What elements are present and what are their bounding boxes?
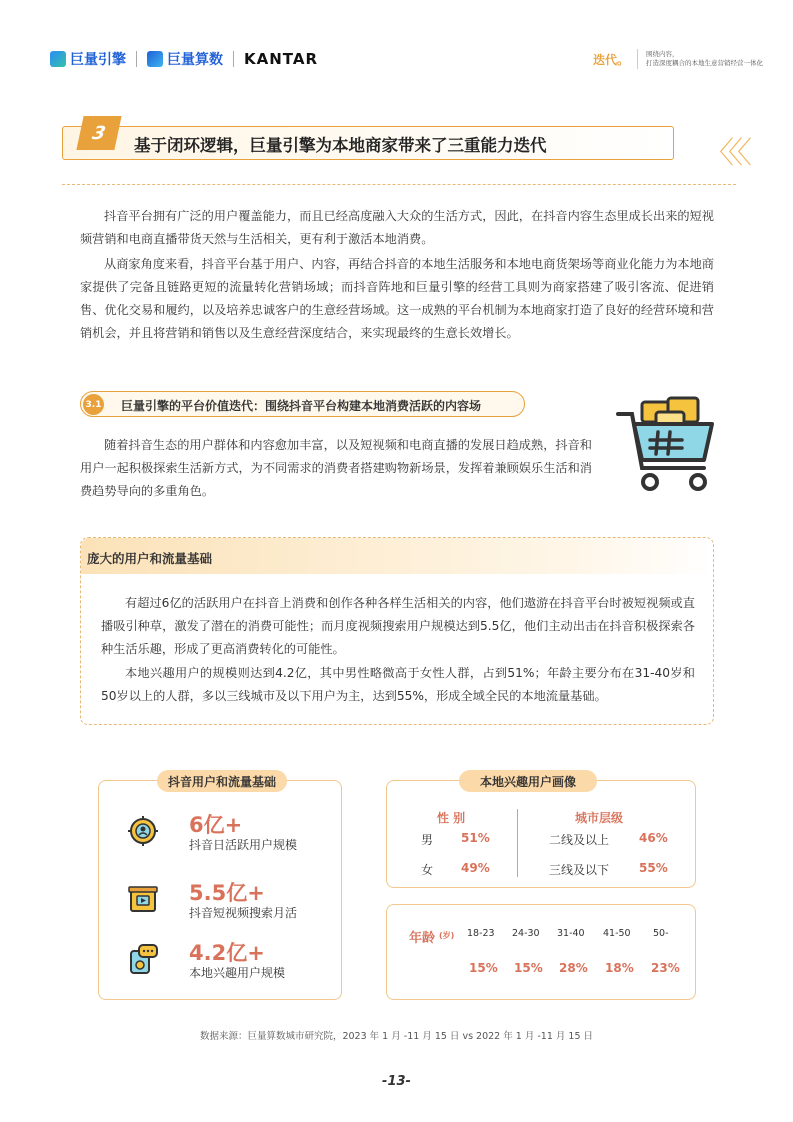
subsection-heading [80, 391, 525, 417]
city-tier-title: 城市层级 [575, 811, 624, 825]
age-label: 31-40 [557, 928, 585, 939]
logo-divider [233, 51, 234, 67]
intro-paragraph-1: 抖音平台拥有广泛的用户覆盖能力，而且已经高度融入大众的生活方式，因此，在抖音内容生态里成长出来的短视频营销和电商直播带货天然与生活相关，更有利于激活本地消费。 [80, 209, 714, 246]
stat-value: 4.2亿+ [189, 941, 265, 965]
kantar-logo: KANTAR [244, 50, 319, 68]
header-tag: 迭代。 [592, 52, 629, 67]
city-tier-label: 三线及以下 [549, 863, 610, 877]
gender-value: 49% [461, 861, 490, 875]
section-number: 3 [76, 116, 121, 150]
stat-label: 抖音短视频搜索月活 [189, 906, 298, 920]
double-chevron-left-icon: 〈〈〈 [704, 136, 746, 171]
data-source-note: 数据来源：巨量算数城市研究院，2023 年 1 月 -11 月 15 日 vs 2022 年 1 月 -11 月 15 日 [199, 1031, 594, 1042]
page-header [50, 46, 763, 72]
user-traffic-panel [98, 774, 342, 1000]
age-label: 50- [653, 928, 669, 939]
age-value: 15% [469, 961, 498, 975]
age-title: 年龄 [409, 931, 436, 946]
stat-label: 本地兴趣用户规模 [189, 966, 286, 980]
target-user-icon [127, 815, 159, 847]
header-subtitle: 围绕内容， 打造深度耦合的本地生意营销经营一体化 [646, 50, 763, 67]
gender-label: 男 [421, 833, 434, 847]
juliang-suanshu-logo: 巨量算数 [147, 49, 223, 69]
age-value: 15% [514, 961, 543, 975]
dotted-divider [62, 184, 736, 185]
local-user-profile-panel [386, 774, 696, 888]
subsection-paragraph: 随着抖音生态的用户群体和内容愈加丰富，以及短视频和电商直播的发展日趋成熟，抖音和用户一起积极探索生活新方式，为不同需求的消费者搭建购物新场景，发挥着兼顾娱乐生活和消费趋势导向的多重角色。 [80, 438, 592, 498]
city-tier-label: 二线及以上 [549, 833, 610, 847]
intro-paragraph-2: 从商家角度来看，抖音平台基于用户、内容，再结合抖音的本地生活服务和本地电商货架场等商业化能力为本地商家提供了完备且链路更短的流量转化营销场域；而抖音阵地和巨量引擎的经营工具则为商家搭建了吸引客流、促进销售、优化交易和履约，以及培养忠诚客户的生意经营场域。这一成熟的平台机制为本地商家打造了良好的经营环境和营销机会，并且将营销和销售以及生意经营深度结合，来实现最终的生意长效增长。 [80, 257, 714, 340]
city-tier-value: 46% [639, 831, 668, 845]
age-unit: (岁) [439, 931, 455, 940]
column-divider [517, 809, 518, 877]
panel-title: 本地兴趣用户画像 [459, 770, 597, 792]
logo-group [50, 49, 318, 69]
video-box-icon [127, 883, 159, 915]
shopping-cart-icon [612, 388, 724, 500]
subsection-title: 巨量引擎的平台价值迭代：围绕抖音平台构建本地消费活跃的内容场 [121, 399, 482, 413]
stat-value: 5.5亿+ [189, 881, 265, 905]
chat-phone-icon [127, 943, 159, 975]
juliang-engine-logo: 巨量引擎 [50, 49, 126, 69]
age-value: 28% [559, 961, 588, 975]
section-title: 基于闭环逻辑，巨量引擎为本地商家带来了三重能力迭代 [134, 136, 547, 155]
section-heading [62, 116, 674, 160]
city-tier-value: 55% [639, 861, 668, 875]
logo-divider [136, 51, 137, 67]
page-number: -13- [382, 1074, 411, 1089]
age-distribution-panel [386, 904, 696, 1000]
stat-label: 抖音日活跃用户规模 [189, 838, 298, 852]
age-label: 24-30 [512, 928, 540, 939]
infobox-title: 庞大的用户和流量基础 [87, 551, 213, 566]
gender-title: 性 别 [437, 811, 466, 825]
panel-title: 抖音用户和流量基础 [157, 770, 287, 792]
gender-label: 女 [421, 863, 434, 877]
infobox-paragraph-1: 有超过6亿的活跃用户在抖音上消费和创作各种各样生活相关的内容，他们遨游在抖音平台时被短视频或直播吸引种草，激发了潜在的消费可能性；而月度视频搜索用户规模达到5.5亿，他们主动出击在抖音积极探索各种生活乐趣，形成了更高消费转化的可能性。 [101, 596, 695, 656]
age-label: 18-23 [467, 928, 495, 939]
infobox-header [81, 538, 713, 574]
age-value: 18% [605, 961, 634, 975]
subsection-number: 3.1 [83, 394, 104, 415]
infobox-paragraph-2: 本地兴趣用户的规模则达到4.2亿，其中男性略微高于女性人群，占到51%；年龄主要分布在31-40岁和50岁以上的人群，多以三线城市及以下用户为主，达到55%，形成全域全民的本地流量基础。 [101, 666, 695, 703]
header-tagline [593, 49, 763, 69]
user-traffic-infobox [80, 537, 714, 725]
age-label: 41-50 [603, 928, 631, 939]
stat-value: 6亿+ [189, 813, 243, 837]
age-value: 23% [651, 961, 680, 975]
gender-value: 51% [461, 831, 490, 845]
header-divider [637, 49, 638, 69]
